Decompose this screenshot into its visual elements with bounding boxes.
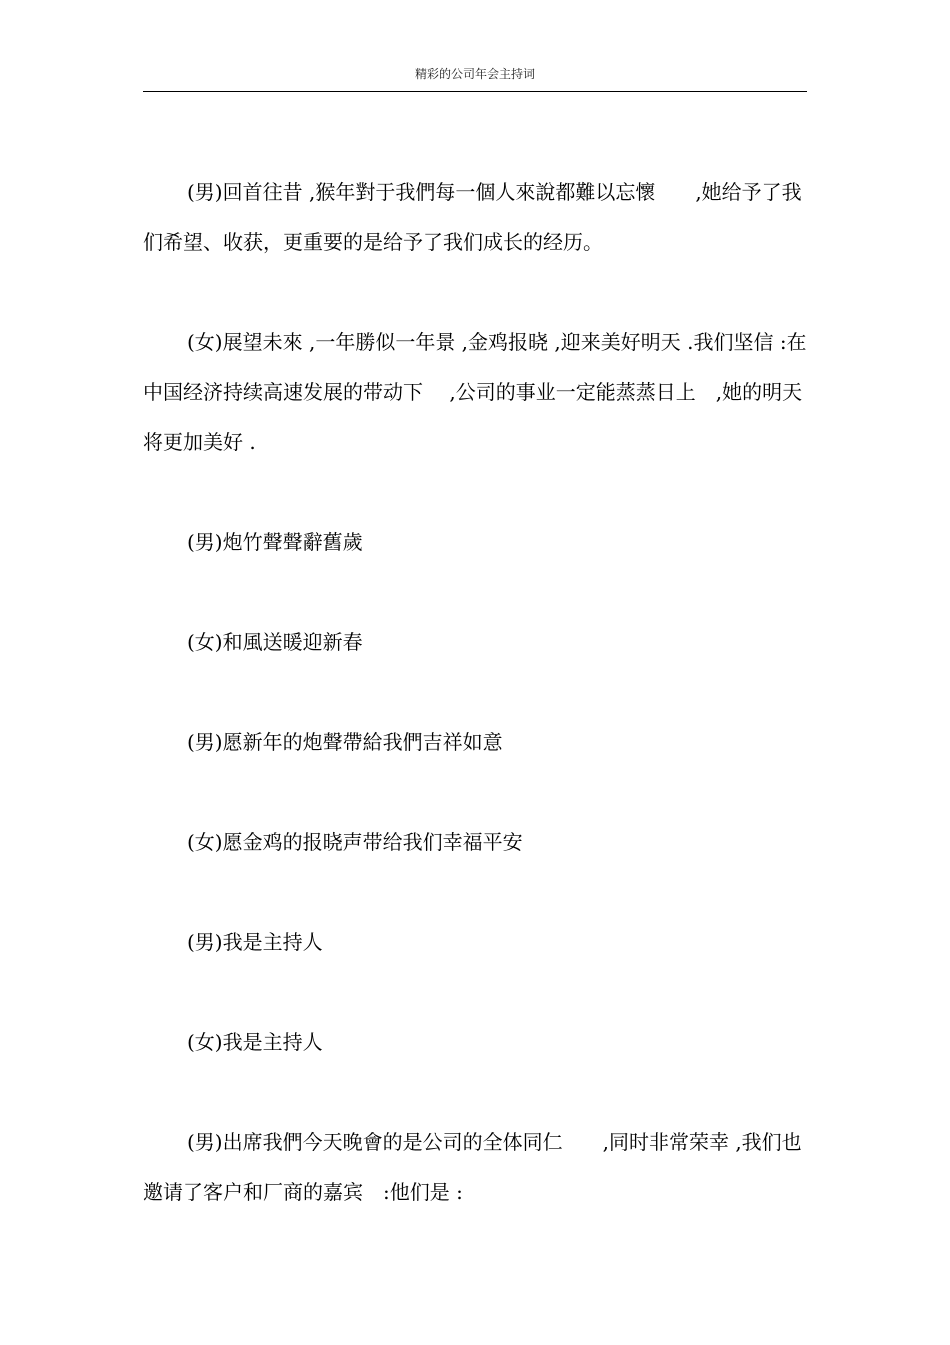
paragraph-1: (男)回首往昔 ,猴年對于我們每一個人來說都難以忘懷 ,她给予了我们希望、收获，更重要的是给予了我们成长的经历。 (143, 180, 802, 254)
paragraph-9: (男)出席我們今天晚會的是公司的全体同仁 ,同时非常荣幸 ,我们也邀请了客户和厂商的嘉宾 :他们是 : (143, 1130, 802, 1204)
paragraph-3: (男)炮竹聲聲辭舊歲 (187, 530, 363, 554)
paragraph-5: (男)愿新年的炮聲帶給我們吉祥如意 (187, 730, 503, 754)
header-divider (143, 91, 807, 92)
page-header-title: 精彩的公司年会主持词 (414, 67, 535, 81)
paragraph-2: (女)展望未來 ,一年勝似一年景 ,金鸡报晓 ,迎来美好明天 .我们坚信 :在中国经济持续高速发展的带动下 ,公司的事业一定能蒸蒸日上 ,她的明天将更加美好 . (143, 330, 807, 454)
paragraph-4: (女)和風送暖迎新春 (187, 630, 363, 654)
paragraph-8: (女)我是主持人 (187, 1030, 323, 1054)
paragraph-6: (女)愿金鸡的报晓声带给我们幸福平安 (187, 830, 523, 854)
paragraph-7: (男)我是主持人 (187, 930, 323, 954)
